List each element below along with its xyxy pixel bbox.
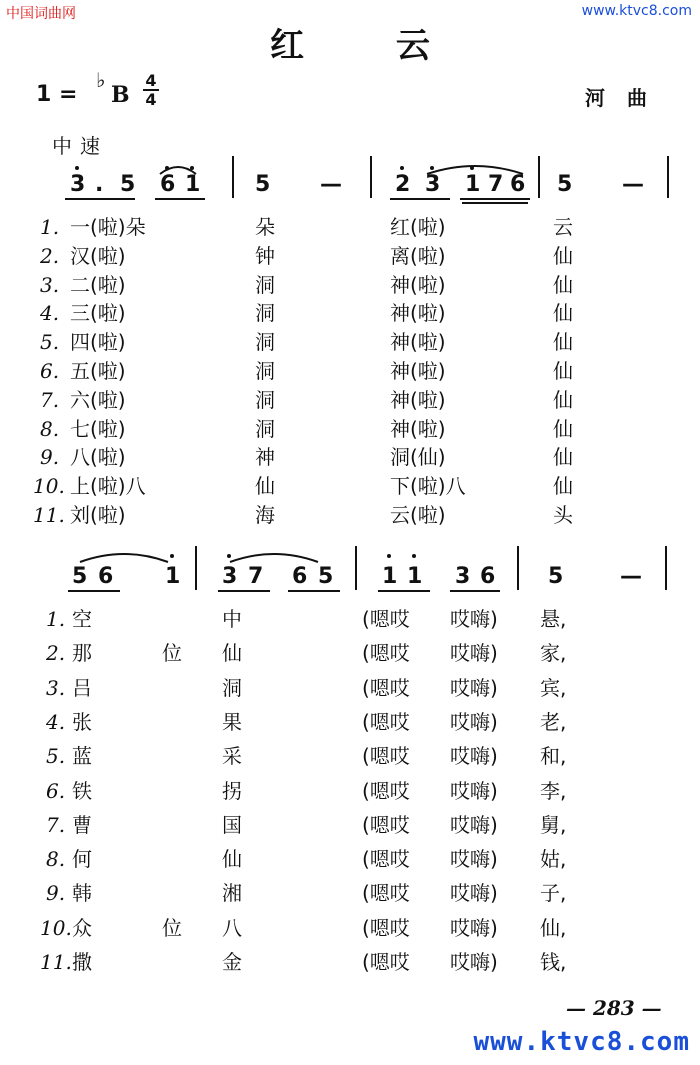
verse-a: 八(啦) bbox=[70, 445, 126, 470]
time-bottom: 4 bbox=[145, 90, 157, 109]
song-origin: 河曲 bbox=[585, 86, 669, 110]
note-token: 5 bbox=[255, 172, 271, 197]
octave-dot bbox=[75, 166, 79, 170]
verse-line bbox=[0, 299, 700, 327]
verse-n: 5. bbox=[40, 330, 60, 355]
verse-c: (嗯哎 bbox=[362, 950, 410, 974]
verse-line bbox=[0, 443, 700, 471]
verse-line bbox=[0, 948, 700, 976]
octave-dot bbox=[227, 554, 231, 558]
beam-line bbox=[218, 590, 270, 592]
verse-c: 神(啦) bbox=[390, 387, 446, 412]
verse-a: 众 bbox=[72, 915, 92, 940]
verse-b: 果 bbox=[222, 709, 242, 734]
verse-line bbox=[0, 914, 700, 942]
verse-a: 蓝 bbox=[72, 744, 92, 769]
note-token: — bbox=[622, 172, 644, 197]
verse-e: 哎嗨) bbox=[450, 709, 498, 734]
verse-e: 哎嗨) bbox=[450, 778, 498, 803]
verse-m: 位 bbox=[162, 641, 182, 666]
bar-line bbox=[538, 156, 540, 198]
song-title: 红 云 bbox=[270, 26, 470, 66]
verse-c: 下(啦)八 bbox=[390, 474, 466, 499]
verse-c: (嗯哎 bbox=[362, 881, 410, 906]
octave-dot bbox=[470, 166, 474, 170]
verse-n: 5. bbox=[46, 744, 66, 769]
verse-a: 上(啦)八 bbox=[70, 474, 146, 499]
verse-line bbox=[0, 415, 700, 443]
verse-d: 家, bbox=[540, 641, 567, 666]
verse-d: 仙 bbox=[553, 474, 573, 499]
verse-d: 钱, bbox=[540, 950, 567, 974]
octave-dot bbox=[430, 166, 434, 170]
tempo-marking: 中速 bbox=[52, 134, 108, 158]
note-token: 6 bbox=[480, 564, 496, 589]
verse-line bbox=[0, 242, 700, 270]
verse-n: 2. bbox=[46, 641, 66, 666]
verse-b: 金 bbox=[222, 950, 242, 974]
verse-a: 六(啦) bbox=[70, 387, 126, 412]
verse-b: 仙 bbox=[222, 641, 242, 666]
verse-e: 哎嗨) bbox=[450, 675, 498, 700]
verse-e: 哎嗨) bbox=[450, 607, 498, 631]
notation-line-2 bbox=[0, 550, 700, 590]
verse-n: 2. bbox=[40, 243, 60, 268]
verse-line bbox=[0, 742, 700, 770]
verse-n: 4. bbox=[46, 709, 66, 734]
note-token: 1 bbox=[382, 564, 398, 589]
note-token: 3 bbox=[425, 172, 441, 197]
verse-a: 四(啦) bbox=[70, 330, 126, 355]
note-token: 6 bbox=[160, 172, 176, 197]
verse-e: 哎嗨) bbox=[450, 744, 498, 769]
verse-b: 八 bbox=[222, 915, 242, 940]
verse-a: 韩 bbox=[72, 881, 92, 906]
note-token: 1 bbox=[185, 172, 201, 197]
verse-d: 仙 bbox=[553, 301, 573, 326]
verse-c: 神(啦) bbox=[390, 416, 446, 441]
verse-a: 七(啦) bbox=[70, 416, 126, 441]
page-number: — 283 — bbox=[566, 996, 662, 1020]
verse-line bbox=[0, 639, 700, 667]
verse-d: 仙 bbox=[553, 445, 573, 470]
verse-m: 位 bbox=[162, 915, 182, 940]
watermark-site-name: 中国词曲网 bbox=[6, 6, 76, 22]
verse-b: 湘 bbox=[222, 881, 242, 906]
flat-sign: ♭ bbox=[96, 68, 106, 92]
verse-c: 神(啦) bbox=[390, 359, 446, 383]
verse-c: 神(啦) bbox=[390, 272, 446, 297]
verse-line bbox=[0, 213, 700, 241]
verse-b: 仙 bbox=[255, 474, 275, 499]
verse-a: 铁 bbox=[72, 778, 92, 803]
note-token: 5 bbox=[120, 172, 136, 197]
note-token: — bbox=[320, 172, 342, 197]
verse-n: 3. bbox=[40, 272, 60, 297]
verse-c: 神(啦) bbox=[390, 301, 446, 326]
verse-line bbox=[0, 879, 700, 907]
verse-n: 4. bbox=[40, 301, 60, 326]
verse-d: 悬, bbox=[540, 607, 567, 631]
note-token: 2 bbox=[395, 172, 411, 197]
key-note: B bbox=[111, 82, 130, 108]
verse-line bbox=[0, 357, 700, 385]
beam-line bbox=[68, 590, 120, 592]
verse-c: (嗯哎 bbox=[362, 607, 410, 631]
verse-c: (嗯哎 bbox=[362, 915, 410, 940]
octave-dot bbox=[400, 166, 404, 170]
verse-a: 五(啦) bbox=[70, 359, 126, 383]
verse-line bbox=[0, 845, 700, 873]
beam-line bbox=[155, 198, 205, 200]
verse-b: 国 bbox=[222, 812, 242, 837]
verse-d: 仙 bbox=[553, 416, 573, 441]
octave-dot bbox=[170, 554, 174, 558]
beam-line bbox=[450, 590, 500, 592]
note-token: 1 bbox=[465, 172, 481, 197]
note-token: — bbox=[620, 564, 642, 589]
verse-n: 9. bbox=[40, 445, 60, 470]
verse-line bbox=[0, 605, 700, 633]
verse-a: 何 bbox=[72, 847, 92, 872]
note-token: 6 bbox=[98, 564, 114, 589]
verse-a: 吕 bbox=[72, 675, 92, 700]
key-prefix: 1 = bbox=[36, 82, 78, 107]
verse-d: 云 bbox=[553, 215, 573, 239]
verse-n: 9. bbox=[46, 881, 66, 906]
verse-n: 3. bbox=[46, 675, 66, 700]
verse-a: 刘(啦) bbox=[70, 503, 126, 527]
note-token: 5 bbox=[548, 564, 564, 589]
bar-line bbox=[195, 546, 197, 590]
verse-b: 洞 bbox=[255, 387, 275, 412]
verse-c: (嗯哎 bbox=[362, 847, 410, 872]
verse-c: (嗯哎 bbox=[362, 709, 410, 734]
octave-dot bbox=[387, 554, 391, 558]
verse-b: 朵 bbox=[255, 215, 275, 239]
verse-b: 洞 bbox=[255, 330, 275, 355]
verse-a: 张 bbox=[72, 709, 92, 734]
verse-a: 那 bbox=[72, 641, 92, 666]
note-token: 5 bbox=[318, 564, 334, 589]
verse-c: 红(啦) bbox=[390, 215, 446, 239]
verse-b: 洞 bbox=[255, 301, 275, 326]
beam-line bbox=[65, 198, 135, 200]
verse-d: 舅, bbox=[540, 812, 567, 837]
octave-dot bbox=[190, 166, 194, 170]
verse-n: 11. bbox=[33, 503, 65, 527]
watermark-site-url: www.ktvc8.com bbox=[581, 3, 692, 19]
verse-b: 拐 bbox=[222, 778, 242, 803]
notation-line-1 bbox=[0, 160, 700, 200]
key-signature bbox=[36, 68, 130, 108]
note-token: 6 bbox=[510, 172, 526, 197]
beam-line bbox=[390, 198, 450, 200]
verse-n: 6. bbox=[40, 359, 60, 383]
note-token: 3 bbox=[222, 564, 238, 589]
verse-d: 仙 bbox=[553, 387, 573, 412]
verse-b: 仙 bbox=[222, 847, 242, 872]
verse-a: 三(啦) bbox=[70, 301, 126, 326]
verse-n: 8. bbox=[46, 847, 66, 872]
note-token: 3 bbox=[455, 564, 471, 589]
verse-c: 离(啦) bbox=[390, 243, 446, 268]
note-token: 1 bbox=[165, 564, 181, 589]
verse-e: 哎嗨) bbox=[450, 812, 498, 837]
verse-d: 仙 bbox=[553, 359, 573, 383]
bar-line bbox=[665, 546, 667, 590]
verse-n: 1. bbox=[40, 215, 60, 239]
beam-line bbox=[462, 202, 528, 204]
verse-d: 子, bbox=[540, 881, 567, 906]
verse-b: 采 bbox=[222, 744, 242, 769]
verse-a: 汉(啦) bbox=[70, 243, 126, 268]
verse-line bbox=[0, 811, 700, 839]
slur-mark bbox=[228, 550, 320, 564]
watermark-bottom-text: www.ktvc8.com bbox=[473, 1027, 690, 1057]
verse-c: 云(啦) bbox=[390, 503, 446, 527]
verse-d: 仙 bbox=[553, 272, 573, 297]
note-token: . bbox=[95, 172, 104, 197]
verse-a: 曹 bbox=[72, 812, 92, 837]
verse-n: 7. bbox=[40, 387, 60, 412]
verse-line bbox=[0, 708, 700, 736]
octave-dot bbox=[412, 554, 416, 558]
verse-line bbox=[0, 472, 700, 500]
beam-line bbox=[460, 198, 530, 200]
verse-b: 洞 bbox=[222, 675, 242, 700]
time-signature bbox=[142, 72, 160, 108]
verse-e: 哎嗨) bbox=[450, 915, 498, 940]
beam-line bbox=[288, 590, 340, 592]
verse-d: 仙, bbox=[540, 915, 567, 940]
verse-line bbox=[0, 674, 700, 702]
octave-dot bbox=[165, 166, 169, 170]
verse-e: 哎嗨) bbox=[450, 641, 498, 666]
verse-c: (嗯哎 bbox=[362, 641, 410, 666]
time-top: 4 bbox=[145, 71, 157, 90]
verse-b: 洞 bbox=[255, 272, 275, 297]
note-token: 5 bbox=[72, 564, 88, 589]
verse-n: 7. bbox=[46, 812, 66, 837]
verse-c: 洞(仙) bbox=[390, 445, 446, 470]
verse-line bbox=[0, 271, 700, 299]
verse-d: 仙 bbox=[553, 243, 573, 268]
verse-n: 10. bbox=[40, 915, 72, 940]
verse-b: 神 bbox=[255, 445, 275, 470]
verse-n: 6. bbox=[46, 778, 66, 803]
note-token: 7 bbox=[488, 172, 504, 197]
verse-b: 海 bbox=[255, 503, 275, 527]
note-token: 6 bbox=[292, 564, 308, 589]
verse-d: 姑, bbox=[540, 847, 567, 872]
verse-c: 神(啦) bbox=[390, 330, 446, 355]
verse-c: (嗯哎 bbox=[362, 812, 410, 837]
slur-mark bbox=[78, 550, 170, 564]
verse-a: 撒 bbox=[72, 950, 92, 974]
verse-e: 哎嗨) bbox=[450, 950, 498, 974]
verse-e: 哎嗨) bbox=[450, 847, 498, 872]
verse-b: 洞 bbox=[255, 359, 275, 383]
beam-line bbox=[378, 590, 430, 592]
verse-line bbox=[0, 777, 700, 805]
verse-c: (嗯哎 bbox=[362, 778, 410, 803]
verse-n: 11. bbox=[40, 950, 72, 974]
verse-n: 8. bbox=[40, 416, 60, 441]
verse-c: (嗯哎 bbox=[362, 675, 410, 700]
note-token: 5 bbox=[557, 172, 573, 197]
bar-line bbox=[370, 156, 372, 198]
verse-b: 洞 bbox=[255, 416, 275, 441]
verse-line bbox=[0, 501, 700, 529]
note-token: 3 bbox=[70, 172, 86, 197]
verse-d: 宾, bbox=[540, 675, 567, 700]
verse-d: 仙 bbox=[553, 330, 573, 355]
verse-d: 老, bbox=[540, 709, 567, 734]
bar-line bbox=[355, 546, 357, 590]
bar-line bbox=[232, 156, 234, 198]
verse-line bbox=[0, 328, 700, 356]
note-token: 7 bbox=[248, 564, 264, 589]
bar-line bbox=[667, 156, 669, 198]
note-token: 1 bbox=[407, 564, 423, 589]
verse-e: 哎嗨) bbox=[450, 881, 498, 906]
verse-n: 10. bbox=[33, 474, 65, 499]
watermark-bottom-url bbox=[474, 1027, 691, 1057]
verse-line bbox=[0, 386, 700, 414]
verse-a: 二(啦) bbox=[70, 272, 126, 297]
verse-d: 头 bbox=[553, 503, 573, 527]
verse-a: 空 bbox=[72, 607, 92, 631]
verse-b: 中 bbox=[222, 607, 242, 631]
bar-line bbox=[517, 546, 519, 590]
verse-b: 钟 bbox=[255, 243, 275, 268]
verse-d: 李, bbox=[540, 778, 567, 803]
verse-n: 1. bbox=[46, 607, 66, 631]
verse-c: (嗯哎 bbox=[362, 744, 410, 769]
verse-a: 一(啦)朵 bbox=[70, 215, 146, 239]
verse-d: 和, bbox=[540, 744, 567, 769]
